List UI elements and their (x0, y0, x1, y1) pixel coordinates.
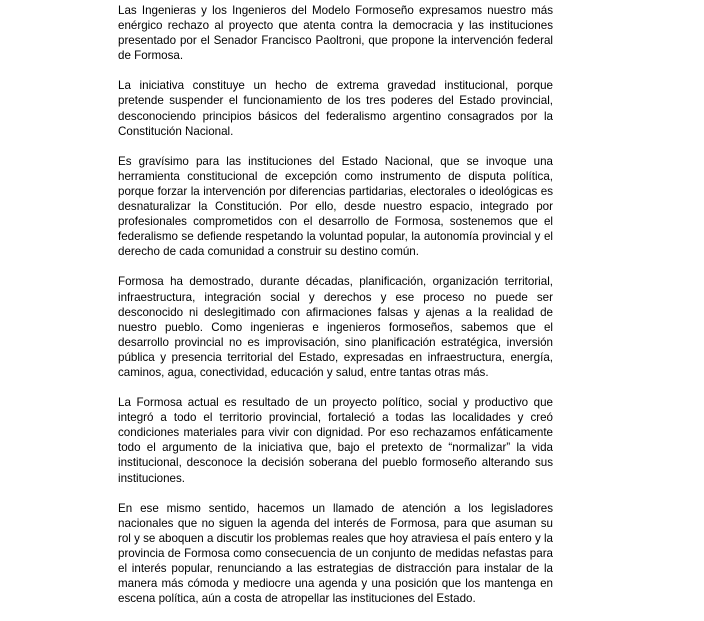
document-body (118, 3, 553, 621)
paragraph-estado-nacional: Es gravísimo para las instituciones del Estado Nacional, que se invoque una herramienta constitucional de excepción como instrumento de disputa política, porque forzar la intervención por diferencias partidarias, electorales o ideológicas es desnaturalizar la Constitución. Por ello, desde nuestro espacio, integrado por profesionales comprometidos con el desarrollo de Formosa, sostenemos que el federalismo se defiende respetando la voluntad popular, la autonomía provincial y el derecho de cada comunidad a construir su destino común. (118, 154, 553, 259)
paragraph-rechazo: Las Ingenieras y los Ingenieros del Modelo Formoseño expresamos nuestro más enérgico rechazo al proyecto que atenta contra la democracia y las instituciones presentado por el Senador Francisco Paoltroni, que propone la intervención federal de Formosa. (118, 4, 553, 63)
paragraph-formosa-ha-demostrado: Formosa ha demostrado, durante décadas, planificación, organización territorial, infraestructura, integración social y derechos y ese proceso no puede ser desconocido ni deslegitimado con afirmaciones falsas y ajenas a la realidad de nuestro pueblo. Como ingenieras e ingenieros formoseños, sabemos que el desarrollo provincial no es improvisación, sino planificación estratégica, inversión pública y presencia territorial del Estado, expresadas en infraestructura, energía, caminos, agua, conectividad, educación y salud, entre tantas otras más. (118, 275, 553, 379)
paragraph-formosa-actual: La Formosa actual es resultado de un proyecto político, social y productivo que integró a todo el territorio provincial, fortaleció a todas las localidades y creó condiciones materiales para vivir con dignidad. Por eso rechazamos enfáticamente todo el argumento de la iniciativa que, bajo el pretexto de “normalizar” la vida institucional, desconoce la decisión soberana del pueblo formoseño alterando sus instituciones. (118, 396, 553, 485)
paragraph-llamado-legisladores: En ese mismo sentido, hacemos un llamado de atención a los legisladores nacionales que no siguen la agenda del interés de Formosa, para que asuman su rol y se aboquen a discutir los problemas reales que hoy atraviesa el país entero y la provincia de Formosa como consecuencia de un conjunto de medidas nefastas para el interés popular, renunciando a las estrategias de distracción para instalar de la manera más cómoda y mediocre una agenda y una posición que los mantenga en escena política, aún a costa de atropellar las instituciones del Estado. (118, 501, 554, 606)
paragraph-gravedad-institucional: La iniciativa constituye un hecho de extrema gravedad institucional, porque pretende suspender el funcionamiento de los tres poderes del Estado provincial, desconociendo principios básicos del federalismo argentino consagrados por la Constitución Nacional. (118, 79, 553, 138)
